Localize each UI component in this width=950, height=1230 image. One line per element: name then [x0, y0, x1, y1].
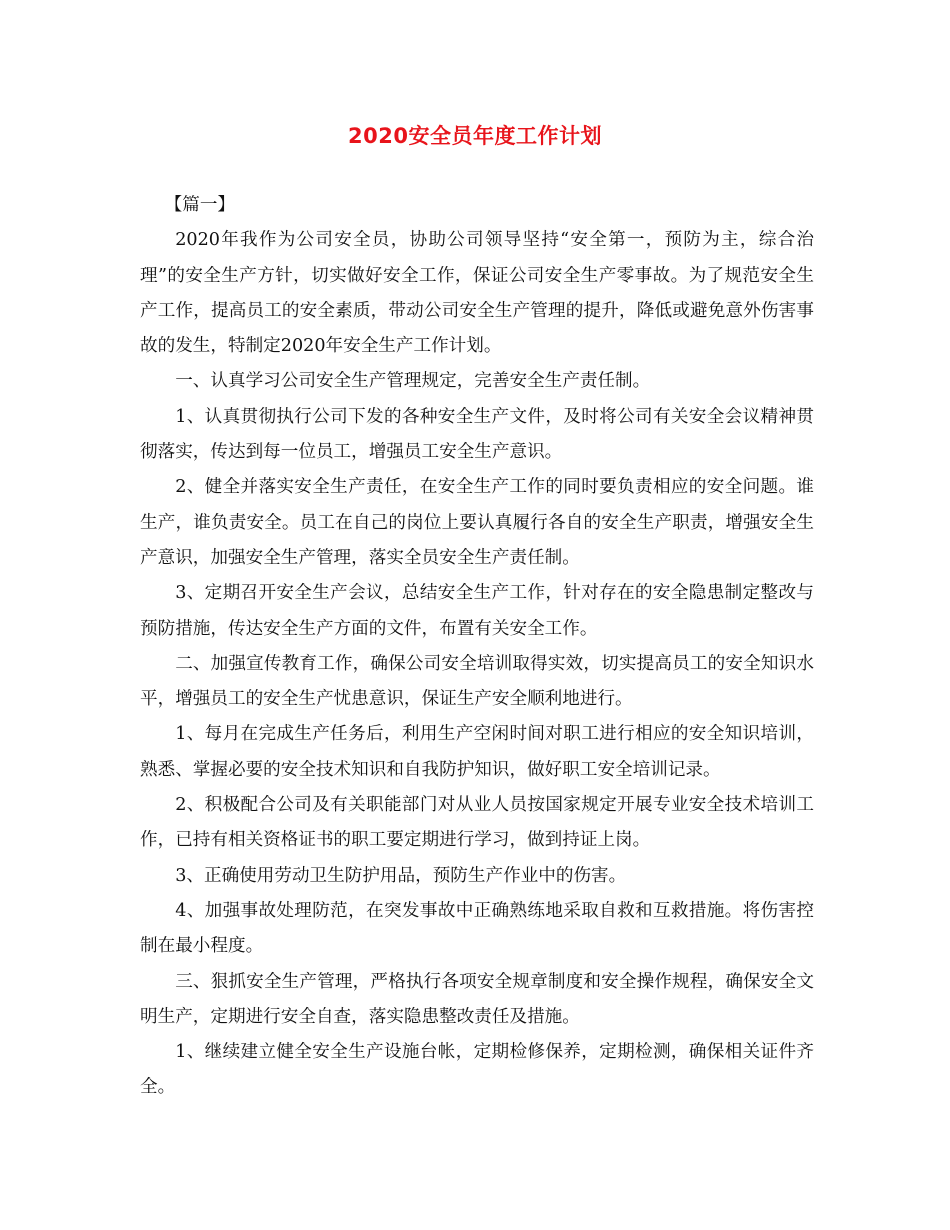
- intro-paragraph: 2020年我作为公司安全员，协助公司领导坚持“安全第一，预防为主，综合治理”的安全生产方针，切实做好安全工作，保证公司安全生产零事故。为了规范安全生产工作，提高员工的安全素质，带动公司安全生产管理的提升，降低或避免意外伤害事故的发生，特制定2020年安全生产工作计划。: [140, 230, 814, 357]
- section-label: 【篇一】: [164, 195, 236, 215]
- paragraph-1-2: 2、健全并落实安全生产责任，在安全生产工作的同时要负责相应的安全问题。谁生产，谁负责安全。员工在自己的岗位上要认真履行各自的安全生产职责，增强安全生产意识，加强安全生产管理，落实全员安全生产责任制。: [140, 477, 814, 568]
- section-heading-2: 二、加强宣传教育工作，确保公司安全培训取得实效，切实提高员工的安全知识水平，增强员工的安全生产忧患意识，保证生产安全顺利地进行。: [140, 653, 814, 710]
- paragraph-3-1: 1、继续建立健全安全生产设施台帐，定期检修保养，定期检测，确保相关证件齐全。: [140, 1042, 814, 1098]
- section-heading-3: 三、狠抓安全生产管理，严格执行各项安全规章制度和安全操作规程，确保安全文明生产，定期进行安全自查，落实隐患整改责任及措施。: [140, 971, 814, 1027]
- document-title: 2020安全员年度工作计划: [348, 124, 602, 148]
- paragraph-1-3: 3、定期召开安全生产会议，总结安全生产工作，针对存在的安全隐患制定整改与预防措施，传达安全生产方面的文件，布置有关安全工作。: [140, 583, 814, 639]
- section-heading-1: 一、认真学习公司安全生产管理规定，完善安全生产责任制。: [175, 371, 651, 392]
- document-body: [140, 188, 814, 1106]
- paragraph-2-4: 4、加强事故处理防范，在突发事故中正确熟练地采取自救和互救措施。将伤害控制在最小程度。: [140, 900, 814, 957]
- paragraph-2-3: 3、正确使用劳动卫生防护用品，预防生产作业中的伤害。: [175, 865, 627, 886]
- paragraph-1-1: 1、认真贯彻执行公司下发的各种安全生产文件，及时将公司有关安全会议精神贯彻落实，传达到每一位员工，增强员工安全生产意识。: [140, 406, 814, 463]
- paragraph-2-1: 1、每月在完成生产任务后，利用生产空闲时间对职工进行相应的安全知识培训，熟悉、掌握必要的安全技术知识和自我防护知识，做好职工安全培训记录。: [140, 724, 814, 780]
- paragraph-2-2: 2、积极配合公司及有关职能部门对从业人员按国家规定开展专业安全技术培训工作，已持有相关资格证书的职工要定期进行学习，做到持证上岗。: [140, 795, 814, 851]
